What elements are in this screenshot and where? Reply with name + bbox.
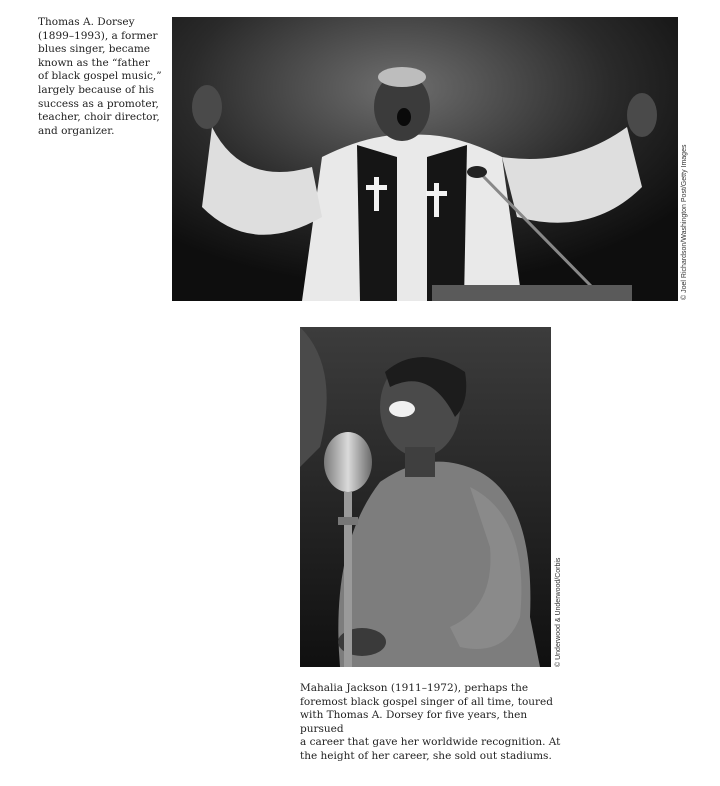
dorsey-photo-illustration — [172, 17, 678, 301]
jackson-caption: Mahalia Jackson (1911–1972), perhaps the foremost black gospel singer of all time, toured with Thomas A. Dorsey for five years, then pursued a career that gave her worldwide recognition. At the height of her career, she sold out stadiums. — [300, 682, 561, 762]
jackson-photo — [300, 327, 551, 667]
dorsey-caption: Thomas A. Dorsey (1899–1993), a former blues singer, became known as the “father of black gospel music,” largely because of his success as a promoter, teacher, choir director, and organizer. — [38, 16, 162, 137]
dorsey-photo — [172, 17, 678, 301]
jackson-photo-illustration — [300, 327, 551, 667]
jackson-photo-credit: © Underwood & Underwood/Corbis — [555, 557, 562, 667]
dorsey-photo-credit: © Joel Richardson/Washington Post/Getty Images — [681, 144, 688, 300]
